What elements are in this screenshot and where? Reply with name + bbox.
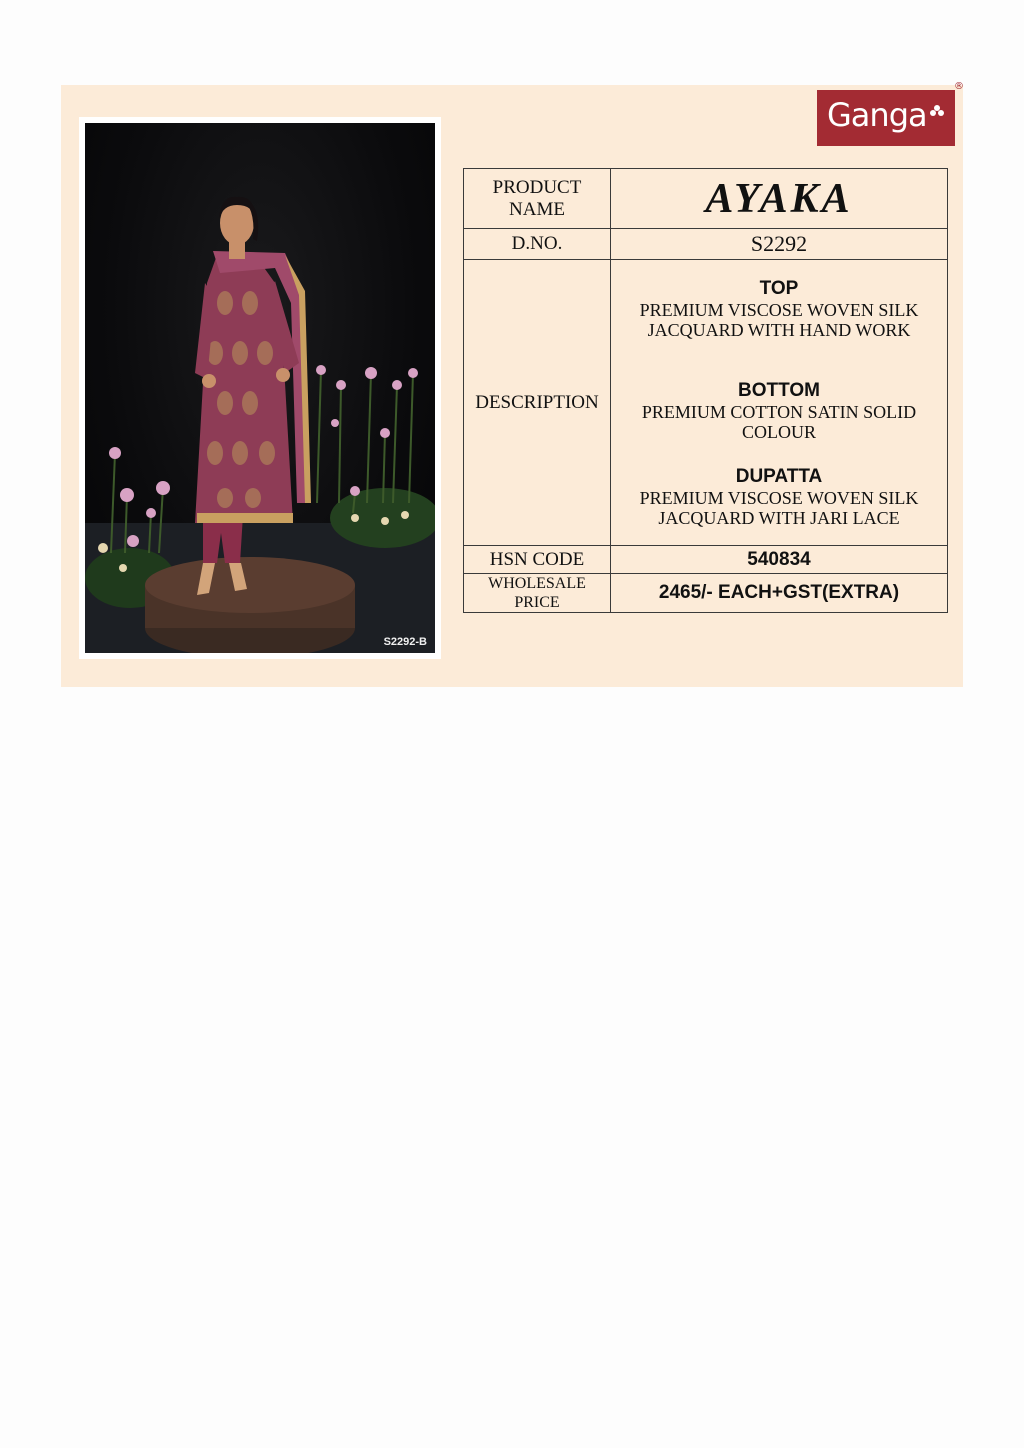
price-row <box>464 574 948 613</box>
hsn-value: 540834 <box>611 546 948 574</box>
bottom-line-2: COLOUR <box>741 421 816 442</box>
price-label-line-1: WHOLESALE <box>488 575 586 592</box>
registered-mark: ® <box>954 81 964 92</box>
product-name-label: PRODUCT NAME <box>464 169 611 229</box>
description-label: DESCRIPTION <box>464 260 611 546</box>
dupatta-line-2: JACQUARD WITH JARI LACE <box>658 507 900 528</box>
product-photo <box>85 123 435 653</box>
design-code-label: S2292-B <box>383 636 427 648</box>
description-content <box>611 260 948 546</box>
price-label <box>464 574 611 613</box>
bottom-line-1: PREMIUM COTTON SATIN SOLID <box>641 401 917 422</box>
model-illustration <box>85 123 435 653</box>
price-label-line-2: PRICE <box>514 594 560 611</box>
product-name-row <box>464 169 948 229</box>
dupatta-heading: DUPATTA <box>735 465 823 487</box>
brand-logo <box>817 90 955 146</box>
top-heading: TOP <box>759 277 799 299</box>
hsn-row <box>464 546 948 574</box>
catalog-card <box>61 81 964 687</box>
brand-name: Ganga <box>827 96 927 134</box>
spec-table <box>463 168 948 613</box>
dupatta-line-1: PREMIUM VISCOSE WOVEN SILK <box>639 487 919 508</box>
description-row <box>464 260 948 546</box>
top-line-2: JACQUARD WITH HAND WORK <box>647 319 911 340</box>
product-photo-frame <box>79 117 441 659</box>
dno-row <box>464 229 948 260</box>
price-value: 2465/- EACH+GST(EXTRA) <box>611 574 948 613</box>
hsn-label: HSN CODE <box>464 546 611 574</box>
dno-value: S2292 <box>611 229 948 260</box>
bottom-heading: BOTTOM <box>738 379 820 401</box>
dno-label: D.NO. <box>464 229 611 260</box>
flower-dots-icon <box>929 104 945 120</box>
top-line-1: PREMIUM VISCOSE WOVEN SILK <box>639 299 919 320</box>
product-name: AYAKA <box>611 169 948 229</box>
